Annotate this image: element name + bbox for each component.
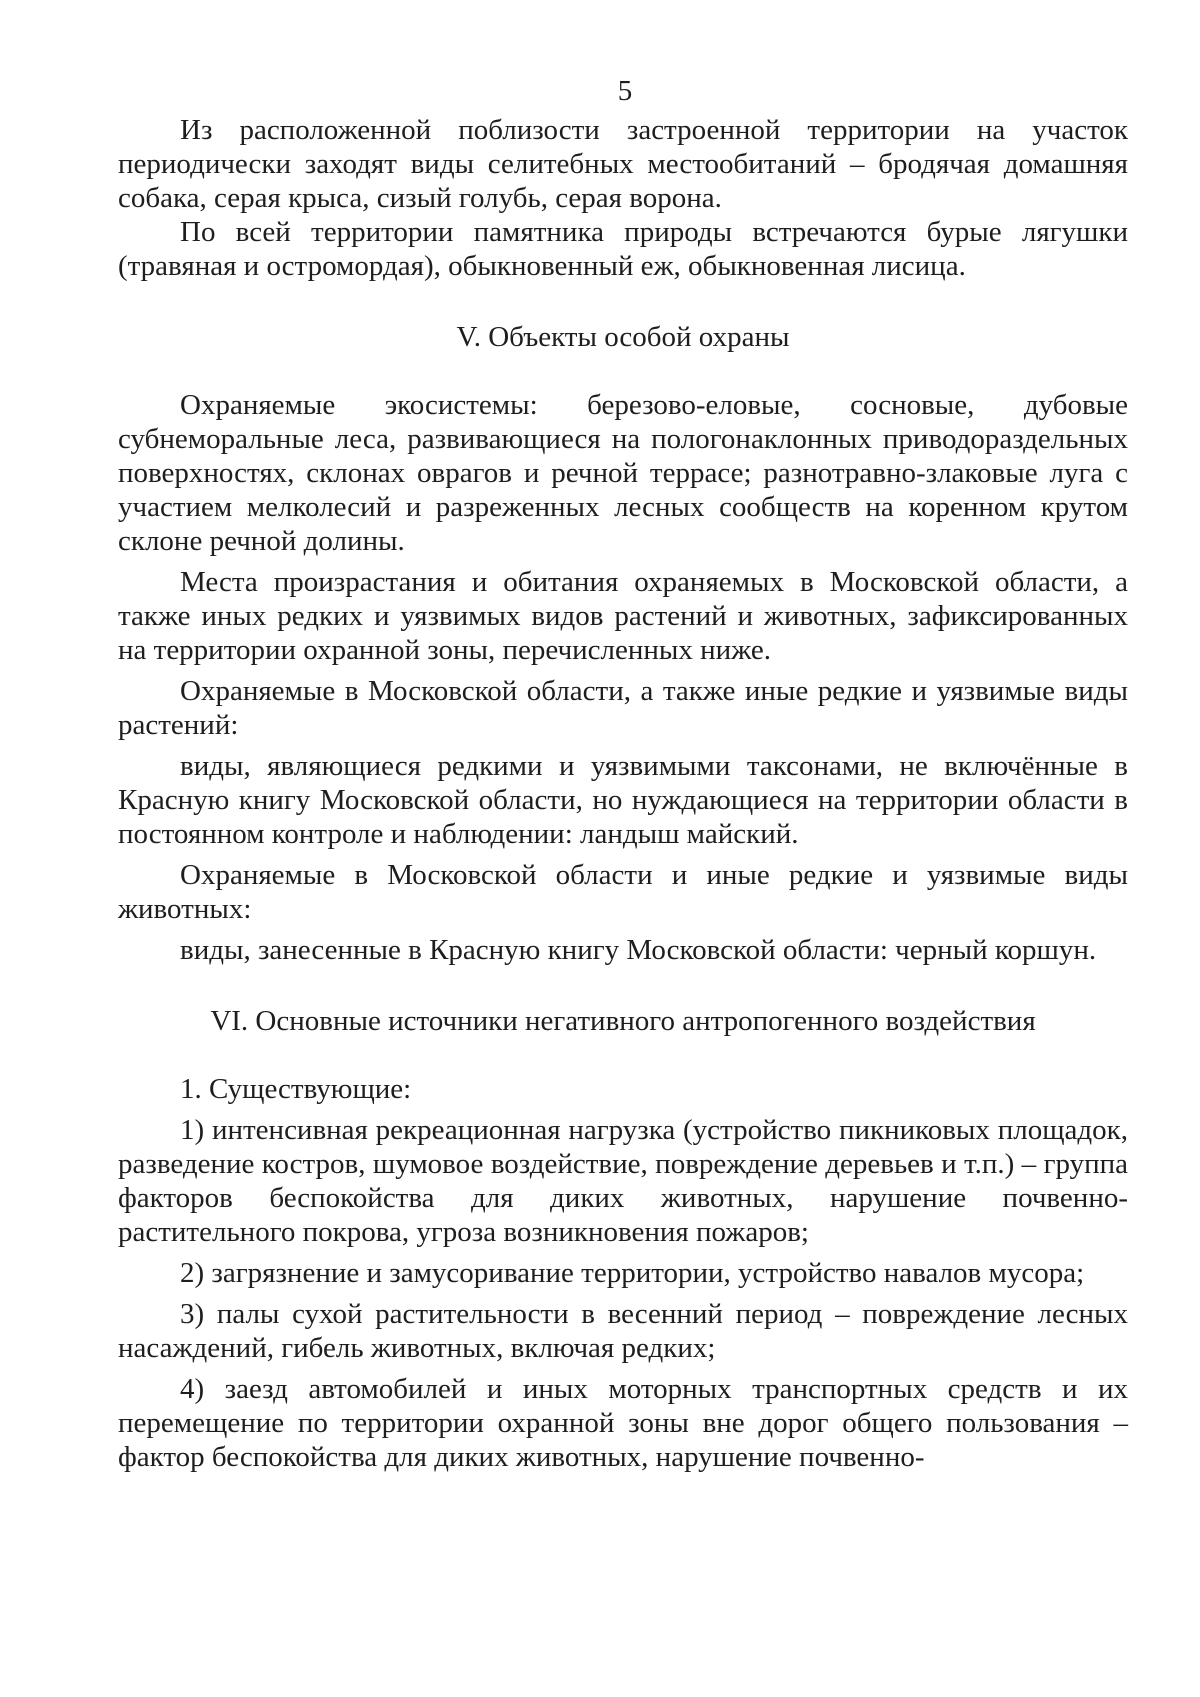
- list-item-grass-fires: 3) палы сухой растительности в весенний период – повреждение лесных насаждений, гибель животных, включая редких;: [118, 1298, 1128, 1364]
- page-number: 5: [617, 75, 633, 107]
- list-item-vehicles: 4) заезд автомобилей и иных моторных транспортных средств и их перемещение по территории охранной зоны вне дорог общего пользования – фактор беспокойства для диких животных, нарушение почвенно-: [118, 1373, 1128, 1473]
- document-body: [118, 113, 1128, 1474]
- section-v-heading: V. Объекты особой охраны: [456, 321, 790, 353]
- paragraph-rare-plant-taxa: виды, являющиеся редкими и уязвимыми таксонами, не включённые в Красную книгу Московской области, но нуждающиеся на территории области в постоянном контроле и наблюдении: ландыш майский.: [118, 750, 1128, 850]
- paragraph-existing-sources: 1. Существующие:: [180, 1073, 412, 1105]
- paragraph-protected-ecosystems: Охраняемые экосистемы: березово-еловые, сосновые, дубовые субнеморальные леса, развивающиеся на пологонаклонных приводораздельных поверхностях, склонах оврагов и речной террасе; разнотравно-злаковые луга с участием мелколесий и разреженных лесных сообществ на коренном крутом склоне речной долины.: [118, 389, 1128, 557]
- list-item-littering: 2) загрязнение и замусоривание территории, устройство навалов мусора;: [180, 1257, 1085, 1289]
- list-item-recreation-load: 1) интенсивная рекреационная нагрузка (устройство пикниковых площадок, разведение костров, шумовое воздействие, повреждение деревьев и т.п.) – группа факторов беспокойства для диких животных, нарушение почвенно-растительного покрова, угроза возникновения пожаров;: [118, 1114, 1128, 1248]
- paragraph-common-fauna: По всей территории памятника природы встречаются бурые лягушки (травяная и остромордая), обыкновенный еж, обыкновенная лисица.: [118, 216, 1128, 282]
- paragraph-protected-plants-intro: Охраняемые в Московской области, а также иные редкие и уязвимые виды растений:: [118, 675, 1128, 741]
- paragraph-habitats: Места произрастания и обитания охраняемых в Московской области, а также иных редких и уязвимых видов растений и животных, зафиксированных на территории охранной зоны, перечисленных ниже.: [118, 566, 1128, 666]
- paragraph-protected-animals-intro: Охраняемые в Московской области и иные редкие и уязвимые виды животных:: [118, 859, 1128, 925]
- section-vi-heading: VI. Основные источники негативного антропогенного воздействия: [210, 1005, 1036, 1037]
- paragraph-settlement-species: Из расположенной поблизости застроенной территории на участок периодически заходят виды селитебных местообитаний – бродячая домашняя собака, серая крыса, сизый голубь, серая ворона.: [118, 114, 1128, 214]
- paragraph-red-book-animals: виды, занесенные в Красную книгу Московской области: черный коршун.: [180, 934, 1097, 966]
